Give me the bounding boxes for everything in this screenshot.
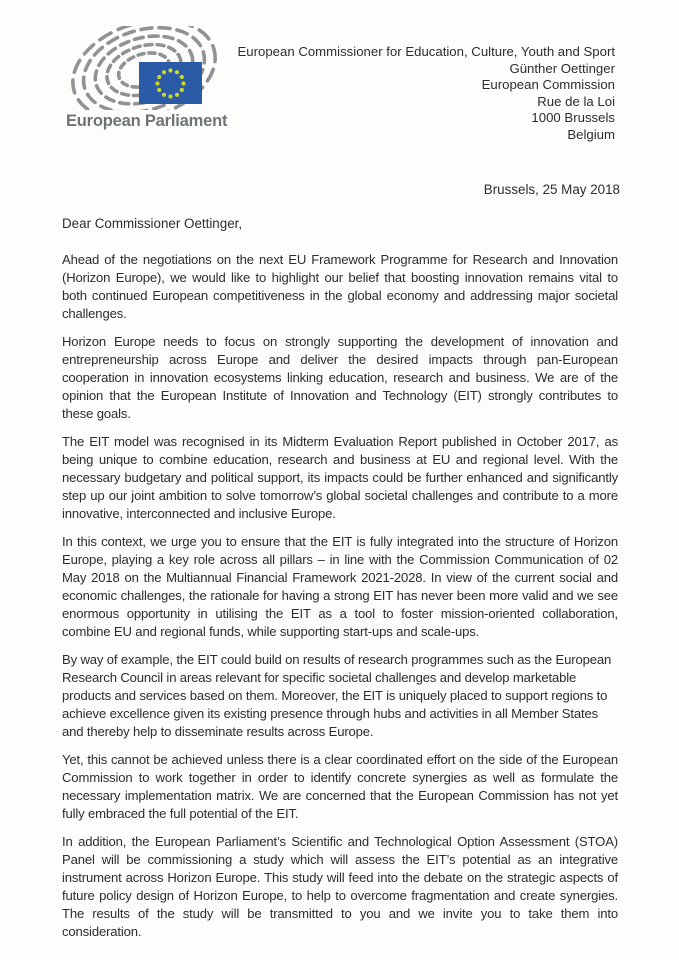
salutation: Dear Commissioner Oettinger, [62, 216, 243, 231]
letter-paragraph: In addition, the European Parliament’s Scientific and Technological Option Assessment (STOA) Panel will be commissioning a study which will assess the EIT’s potential as an integrative instrument across Horizon Europe. This study will feed into the debate on the strategic aspects of future policy design of Horizon Europe, to help to overcome fragmentation and create synergies. The results of the study will be transmitted to you and we invite you to take them into consideration. [62, 834, 618, 939]
recipient-line: Rue de la Loi [537, 93, 615, 109]
recipient-line: Günther Oettinger [509, 60, 615, 76]
letter-paragraph: Horizon Europe needs to focus on strongly supporting the development of innovation and entrepreneurship across Europe and deliver the desired impacts through pan-European cooperation in innovation ecosystems linking education, research and business. We are of the opinion that the European Institute of Innovation and Technology (EIT) strongly contributes to these goals. [62, 334, 618, 421]
letter-body [62, 251, 618, 951]
letter-paragraph: The EIT model was recognised in its Midterm Evaluation Report published in October 2017, as being unique to combine education, research and business at EU and regional level. With the necessary budgetary and political support, its impacts could be further enhanced and significantly step up our joint ambition to solve tomorrow’s global societal challenges and contribute to a more innovative, interconnected and inclusive Europe. [62, 434, 618, 521]
dateline: Brussels, 25 May 2018 [483, 182, 620, 197]
recipient-address-block [237, 44, 615, 143]
hemicycle-arcs-icon [60, 26, 224, 110]
letter-paragraph: Yet, this cannot be achieved unless there is a clear coordinated effort on the side of the European Commission to work together in order to identify concrete synergies as well as formulate the necessary implementation matrix. We are concerned that the European Commission has not yet fully embraced the full potential of the EIT. [62, 752, 618, 821]
logo-wordmark: European Parliament [66, 112, 228, 130]
letter-paragraph: Ahead of the negotiations on the next EU Framework Programme for Research and Innovation (Horizon Europe), we would like to highlight our belief that boosting innovation remains vital to both continued European competitiveness in the global economy and addressing major societal challenges. [62, 252, 618, 321]
letter-paragraph: By way of example, the EIT could build on results of research programmes such as the European Research Council in areas relevant for specific societal challenges and develop marketable products and services based on them. Moreover, the EIT is uniquely placed to support regions to achieve excellence given its existing presence through hubs and activities in all Member States and thereby help to disseminate results across Europe. [62, 652, 612, 739]
recipient-line: 1000 Brussels [531, 110, 615, 125]
letter-paragraph: In this context, we urge you to ensure that the EIT is fully integrated into the structure of Horizon Europe, playing a key role across all pillars – in line with the Commission Communication of 02 May 2018 on the Multiannual Financial Framework 2021-2028. In view of the current social and economic challenges, the rationale for having a strong EIT has never been more valid and we see enormous opportunity in utilising the EIT as a tool to foster mission-oriented collaboration, combine EU and regional funds, while supporting start-ups and scale-ups. [62, 534, 618, 639]
recipient-line: European Commission [481, 77, 615, 92]
european-parliament-logo [60, 26, 228, 131]
eu-flag-icon [139, 62, 202, 104]
recipient-line: Belgium [567, 126, 615, 142]
recipient-line: European Commissioner for Education, Culture, Youth and Sport [237, 44, 615, 59]
